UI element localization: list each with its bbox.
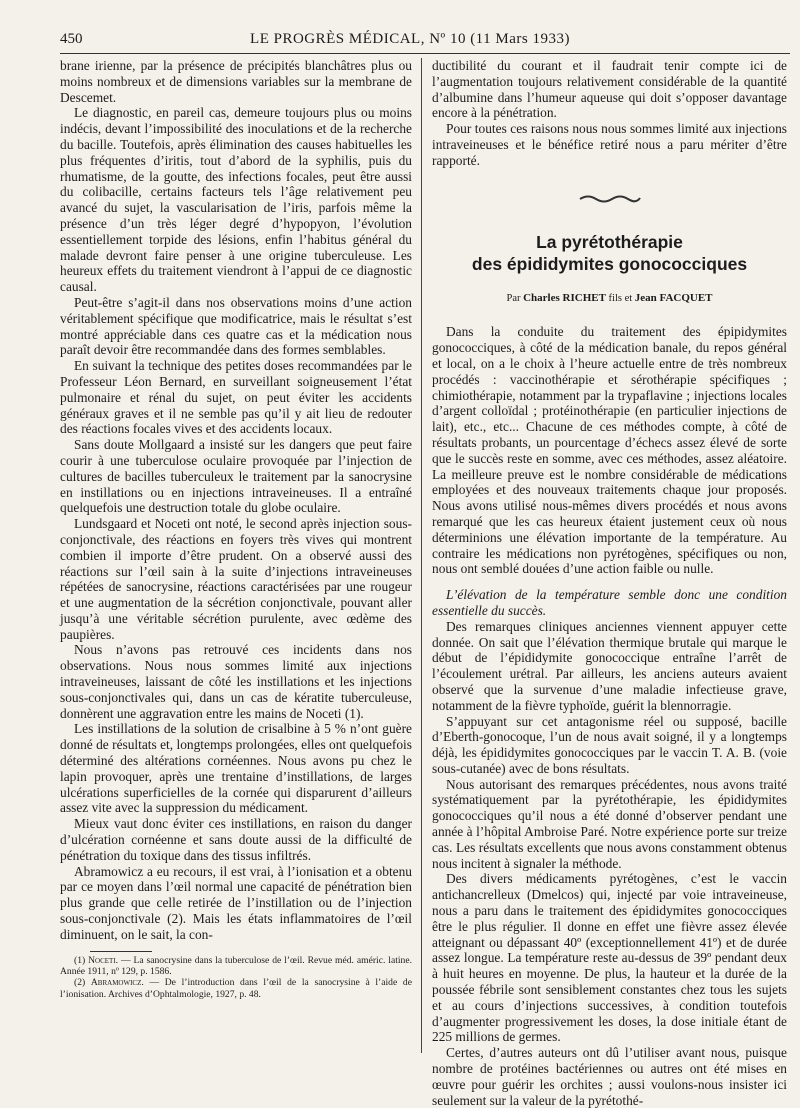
italic-subheading: L’élévation de la température semble donc une condition essentielle du succès. [432, 587, 787, 618]
running-header [60, 31, 760, 51]
paragraph: ductibilité du courant et il faudrait tenir compte ici de l’augmentation toujours relativement considérable de la quantité d’albumine dans l’humeur aqueuse qui doit s’opposer davantage encore à la pénétration. [432, 58, 787, 121]
byline-connector: fils et [608, 292, 633, 304]
footnote-rule [90, 951, 152, 952]
paragraph: Certes, d’autres auteurs ont dû l’utiliser avant nous, puisque nombre de protéines bactériennes ou autres ont été mises en œuvre pour guérir les orchites ; aussi voulons-nous insister ici seulement sur la valeur de la pyrétothé- [432, 1045, 787, 1108]
right-column [432, 58, 787, 1108]
article-title-line: La pyrétothérapie [536, 231, 683, 252]
left-column [60, 58, 412, 1000]
paragraph: Pour toutes ces raisons nous nous sommes limité aux injections intraveineuses et le bénéfice retiré nous a paru mériter d’être rapporté. [432, 121, 787, 168]
author-name: Jean FACQUET [634, 291, 713, 304]
footnote-text: — La sanocrysine dans la tuberculose de l’œil. Revue méd. améric. latine. Année 1911, nº 129, p. 1586. [60, 954, 412, 978]
article-title-line: des épididymites gonococciques [471, 253, 748, 274]
ornament-icon [578, 193, 642, 203]
paragraph: Le diagnostic, en pareil cas, demeure toujours plus ou moins indécis, devant l’impossibilité des inoculations et de la recherche du bacille. Toutefois, après élimination des causes habituelles les plus fréquentes d’iritis, tout d’abord de la syphilis, puis du rhumatisme, de la goutte, des infections focales, peut être aussi du colibacille, certains facteurs tels l’âge relativement peu avancé du sujet, la vascularisation de l’iris, parfois même la présence d’un très léger degré d’hypopyon, l’évolution essentiellement torpide des lésions, enfin l’habitus général du malade devront faire penser à une origine tuberculeuse. Les heureux effets du traitement viendront à l’appui de ce diagnostic causal. [60, 105, 412, 295]
footnote-mark: (1) [74, 954, 86, 966]
paragraph: Lundsgaard et Noceti ont noté, le second après injection sous-conjonctivale, des réactions en foyers très vives qui montrent combien il importe d’être prudent. On a observé aussi des réactions sur l’œil sain à la suite d’injections intraveineuses répétées de sanocrysine, réactions caractérisées par une rougeur et une augmentation de la sécrétion conjonctivale, pouvant aller jusqu’à une véritable sécrétion purulente, avec œdème des paupières. [60, 516, 412, 642]
footnote-author: Abramowicz. [90, 977, 144, 989]
footnote-author: Noceti. [88, 954, 119, 966]
column-separator [421, 58, 422, 1053]
paragraph: Nous n’avons pas retrouvé ces incidents dans nos observations. Nous nous sommes limité aux injections intraveineuses, laissant de côté les instillations et les injections sous-conjonctivales qui, dans un cas de kératite tuberculeuse, donnèrent une aggravation entre les mains de Noceti (1). [60, 642, 412, 721]
footnote [60, 955, 412, 978]
page-number: 450 [60, 31, 83, 47]
byline-prefix: Par [506, 292, 521, 304]
author-name: Charles RICHET [523, 291, 606, 304]
paragraph: brane irienne, par la présence de précipités blanchâtres plus ou moins nombreux et de dimensions variables sur la membrane de Descemet. [60, 58, 412, 105]
paragraph: Dans la conduite du traitement des épipidymites gonococciques, à côté de la médication banale, du repos général et local, on a le choix à l’heure actuelle entre de très nombreux procédés : vaccinothérapie et sérothérapie spécifiques ; chimiothérapie, notamment par la trypaflavine ; injections locales d’argent colloïdal ; protéinothérapie (en particulier injections de lait), etc., etc... Chacune de ces méthodes compte, à côté de résultats probants, un pourcentage d’échecs assez élevé de sorte que le succès reste en somme, avec ces méthodes, assez aléatoire. La meilleure preuve est le nombre considérable de médications employées et des nouveaux traitements chaque jour proposés. Nous avons utilisé nous-mêmes divers procédés et nous avons remarqué que les cas heureux étaient justement ceux où nous déterminions une élévation importante de la température. Au contraire les médications non pyrétogènes, spécifiques ou non, nous ont semblé douées d’une action faible ou nulle. [432, 324, 787, 577]
paragraph: Peut-être s’agit-il dans nos observations moins d’une action véritablement spécifique que modificatrice, mais le résultat s’est montré appréciable dans ces quatre cas et la médication nous paraît devoir être recommandée dans des formes semblables. [60, 294, 412, 358]
paragraph: Nous autorisant des remarques précédentes, nous avons traité systématiquement par la pyrétothérapie, les épididymites gonococciques qu’il nous a été donné d’observer pendant une année à l’hôpital Ambroise Paré. Notre expérience porte sur treize cas. Les résultats excellents que nous avons constamment obtenus nous incitent à signaler la méthode. [432, 776, 787, 871]
footnote-text: — De l’introduction dans l’œil de la sanocrysine à l’aide de l’ionisation. Archives d’Ophtalmologie, 1927, p. 48. [60, 977, 412, 1000]
header-rule [60, 53, 790, 54]
article-byline [432, 291, 787, 307]
section-ornament [432, 191, 787, 201]
footnote-mark: (2) [74, 977, 86, 989]
paragraph: Sans doute Mollgaard a insisté sur les dangers que peut faire courir à une tuberculose oculaire provoquée par l’injection de cultures de bacilles tuberculeux le traitement par la sanocrysine en instillations ou en injections intraveineuses. Il a entraîné quelquefois une destruction totale du globe oculaire. [60, 437, 412, 516]
paragraph: Des divers médicaments pyrétogènes, c’est le vaccin antichancrelleux (Dmelcos) qui, injecté par voie intraveineuse, nous a paru dans le traitement des épididymites gonococciques être le plus régulier. Il donne en effet une fièvre assez élevée atteignant ou dépassant 40º (exceptionnellement 41º) et de durée assez longue. La température reste au-dessus de 39º pendant deux à huit heures en moyenne. De plus, la hauteur et la durée de la poussée fébrile sont sensiblement constantes chez tous les sujets et au cours d’injections successives, à condition toutefois d’augmenter progressivement les doses, la dose initiale étant de 225 millions de germes. [432, 871, 787, 1045]
journal-title: LE PROGRÈS MÉDICAL, Nº 10 (11 Mars 1933) [250, 31, 570, 47]
paragraph: Des remarques cliniques anciennes viennent appuyer cette donnée. On sait que l’élévation thermique brutale qui marque le début de l’épididymite gonococcique entraîne l’arrêt de l’écoulement urétral. Par ailleurs, les anciens auteurs avaient observé que la survenue d’une maladie infectieuse grave, notamment de la fièvre typhoïde, guérit la blennorragie. [432, 618, 787, 713]
paragraph: Les instillations de la solution de crisalbine à 5 % n’ont guère donné de résultats et, longtemps prolongées, elles ont quelquefois déterminé des altérations cornéennes. Nous avons pu chez le lapin provoquer, après une trentaine d’instillations, de larges ulcérations superficielles de la cornée qui disparurent d’ailleurs assez vite avec la suppression du médicament. [60, 721, 412, 816]
article-title [432, 231, 787, 275]
paragraph: Abramowicz a eu recours, il est vrai, à l’ionisation et a obtenu par ce moyen dans l’œil normal une capacité de pénétration bien plus grande que celle retirée de l’instillation ou de l’injection sous-conjonctivale (2). Mais les états inflammatoires de l’œil diminuent, on le sait, la con- [60, 863, 412, 942]
paragraph: Mieux vaut donc éviter ces instillations, en raison du danger d’ulcération cornéenne et sans doute aussi de la difficulté de pénétration du toxique dans des tissus infiltrés. [60, 816, 412, 863]
footnote [60, 977, 412, 1000]
paragraph: En suivant la technique des petites doses recommandées par le Professeur Léon Bernard, en surveillant soigneusement l’état pulmonaire et rénal du sujet, on peut éviter les accidents généraux graves et il ne semble pas qu’il y ait lieu de redouter des réactions focales vives et des accidents locaux. [60, 358, 412, 437]
paragraph: S’appuyant sur cet antagonisme réel ou supposé, bacille d’Eberth-gonocoque, l’un de nous avait soigné, il y a longtemps déjà, les épididymites gonococciques par le vaccin T. A. B. (voie sous-cutanée) avec de bons résultats. [432, 713, 787, 776]
